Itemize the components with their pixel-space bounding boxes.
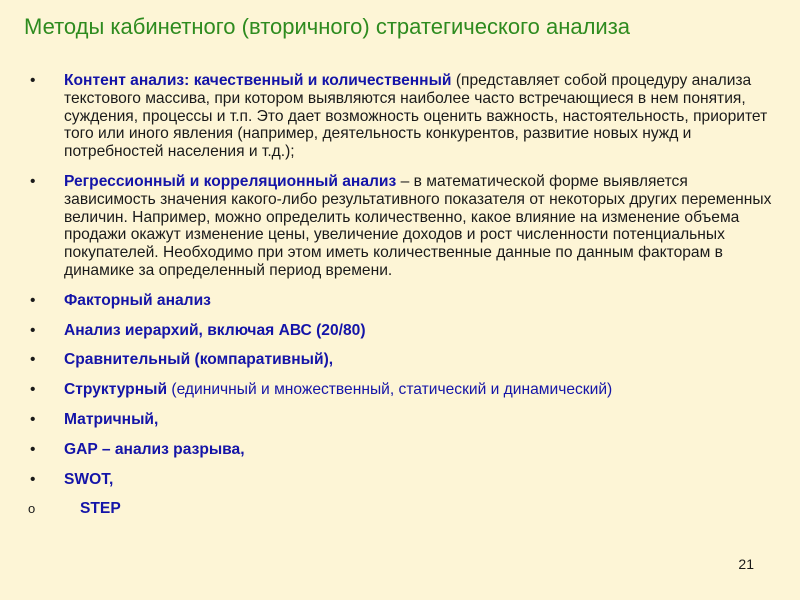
bullet-marker: •: [30, 291, 36, 309]
list-item: [28, 72, 783, 161]
item-heading: Структурный: [64, 381, 168, 399]
item-description: – в математической форме выявляется зависимость значения какого-либо результативного показателя от некоторых других переменных величин. Например, можно определить количественно, какое влияние на изменение объема продажи окажут изменение цены, увеличение доходов и рост численности потенциальных покупателей. Необходимо при этом иметь количественные данные по данным факторам в динамике за определенный период времени.: [64, 172, 772, 279]
bullet-list: [28, 72, 783, 530]
bullet-marker: •: [30, 321, 36, 339]
bullet-marker: •: [30, 410, 36, 428]
bullet-marker: •: [30, 172, 36, 190]
list-item: [28, 322, 783, 340]
item-heading: Матричный,: [64, 410, 159, 428]
item-heading: Анализ иерархий, включая АВС (20/80): [64, 321, 366, 339]
bullet-marker: •: [30, 72, 36, 89]
item-heading: GAP – анализ разрыва,: [64, 440, 245, 458]
slide-title: Методы кабинетного (вторичного) стратегического анализа: [24, 14, 631, 39]
item-heading: SWOT,: [64, 470, 114, 488]
item-heading: Контент анализ: качественный и количественный: [64, 72, 452, 89]
list-item: [28, 500, 783, 518]
list-item: [28, 411, 783, 429]
bullet-marker: •: [30, 351, 36, 369]
list-item: [28, 292, 783, 310]
list-item: [28, 471, 783, 489]
bullet-marker: •: [30, 470, 36, 488]
bullet-marker: •: [30, 381, 36, 399]
list-item: [28, 351, 783, 369]
item-heading: Регрессионный и корреляционный анализ: [64, 172, 397, 190]
item-heading: STEP: [80, 500, 121, 518]
list-item: [28, 173, 783, 280]
item-description: (единичный и множественный, статический и динамический): [167, 381, 613, 399]
page-number: 21: [738, 556, 754, 572]
list-item: [28, 381, 783, 399]
item-description: (представляет собой процедуру анализа текстового массива, при котором выявляются наиболее часто встречающиеся в нем понятия, суждения, процессы и т.п. Это дает возможность оценить важность, настоятельность, приоритет того или иного явления (например, деятельность конкурентов, развитие новых нужд и потребностей населения и т.д.);: [64, 72, 768, 161]
circle-marker: o: [28, 501, 36, 517]
item-heading: Факторный анализ: [64, 291, 211, 309]
list-item: [28, 441, 783, 459]
bullet-marker: •: [30, 440, 36, 458]
item-heading: Сравнительный (компаративный),: [64, 351, 334, 369]
